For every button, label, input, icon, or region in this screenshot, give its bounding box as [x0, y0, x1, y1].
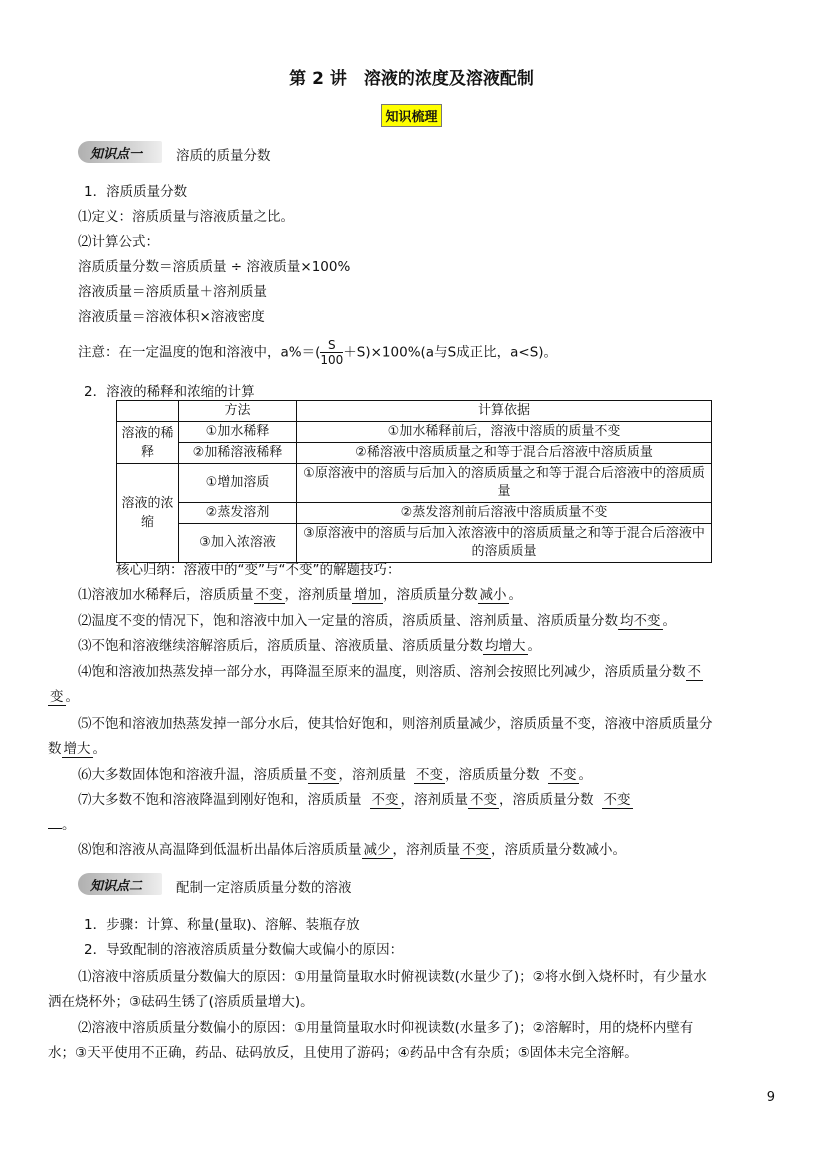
- rule-4-cont: [48, 685, 79, 706]
- rule-text: ⑶不饱和溶液继续溶解溶质后，溶质质量、溶液质量、溶质质量分数: [78, 638, 483, 654]
- table-cell-method: ②蒸发溶剂: [179, 503, 297, 524]
- reasons-heading: 2．导致配制的溶液溶质质量分数偏大或偏小的原因：: [84, 942, 404, 958]
- knowledge-point-badge: 知识点一: [78, 141, 162, 163]
- rule-text: 数: [48, 741, 62, 757]
- table-group-concentrate: 溶液的浓缩: [117, 464, 179, 563]
- rule-text: 。: [662, 613, 676, 629]
- rule-7-cont: [48, 813, 76, 833]
- table-cell-basis: ②稀溶液中溶质质量之和等于混合后溶液中溶质质量: [297, 443, 712, 464]
- table-cell-basis: ③原溶液中的溶质与后加入浓溶液中的溶质质量之和等于混合后溶液中的溶质质量: [297, 524, 712, 563]
- rule-2: [78, 609, 676, 630]
- rule-8: [78, 838, 626, 859]
- rule-6: [78, 763, 592, 784]
- definition-line: ⑴定义：溶质质量与溶液质量之比。: [78, 209, 294, 225]
- answer-blank: 减少: [363, 842, 391, 858]
- rule-text: ，溶质质量分数减小。: [491, 842, 626, 858]
- table-row: [117, 503, 712, 524]
- rule-text: ⑹大多数固体饱和溶液升温，溶质质量: [78, 767, 308, 783]
- table-cell-method: ②加稀溶液稀释: [179, 443, 297, 464]
- rule-5: ⑸不饱和溶液加热蒸发掉一部分水后，使其恰好饱和，则溶剂质量减少，溶质质量不变，溶液中溶质质量分: [78, 716, 713, 732]
- table-row: [117, 464, 712, 503]
- rule-text: 。: [527, 638, 541, 654]
- heading-dilution: 2．溶液的稀释和浓缩的计算: [84, 384, 255, 400]
- formula-heading: ⑵计算公式：: [78, 234, 159, 250]
- rule-text: 。: [508, 587, 522, 603]
- rule-3: [78, 634, 541, 655]
- table-row: [117, 422, 712, 443]
- table-cell-method: ①增加溶质: [179, 464, 297, 503]
- formula-line-2: 溶液质量＝溶质质量＋溶剂质量: [78, 284, 267, 300]
- formula-line-3: 溶液质量＝溶液体积×溶液密度: [78, 309, 265, 325]
- note-symbol: a%＝(: [280, 344, 321, 361]
- reason-low-line-1: ⑵溶液中溶质质量分数偏小的原因：①用量筒量取水时仰视读数(水量多了)；②溶解时，用的烧杯内壁有: [78, 1020, 694, 1036]
- rule-text: ，溶质质量分数: [499, 792, 594, 808]
- note-line: [78, 338, 557, 367]
- formula-line-1: 溶质质量分数＝溶质质量 ÷ 溶液质量×100%: [78, 259, 351, 275]
- knowledge-point-label: 配制一定溶质质量分数的溶液: [176, 880, 352, 896]
- table-header-method: 方法: [179, 401, 297, 422]
- rule-text: ，溶质质量分数: [383, 587, 478, 603]
- heading-mass-fraction: 1．溶质质量分数: [84, 184, 188, 200]
- answer-blank: 变: [50, 689, 64, 705]
- knowledge-point-label: 溶质的质量分数: [176, 148, 271, 164]
- table-header-row: [117, 401, 712, 422]
- page-number: 9: [766, 1090, 775, 1105]
- reason-low-line-2: 水；③天平使用不正确，药品、砝码放反，且使用了游码；④药品中含有杂质；⑤固体未完全溶解。: [48, 1045, 638, 1061]
- rule-text: ，溶剂质量: [338, 767, 406, 783]
- table-cell-basis: ②蒸发溶剂前后溶液中溶质质量不变: [297, 503, 712, 524]
- reason-high-line-1: ⑴溶液中溶质质量分数偏大的原因：①用量筒量取水时俯视读数(水量少了)；②将水倒入烧杯时，有少量水: [78, 969, 707, 985]
- answer-blank: 不变: [416, 767, 443, 783]
- table-cell-method: ①加水稀释: [179, 422, 297, 443]
- table-cell-basis: ①原溶液中的溶质与后加入的溶质质量之和等于混合后溶液中的溶质质量: [297, 464, 712, 503]
- answer-blank: 不变: [309, 767, 337, 783]
- answer-blank: 不: [687, 664, 701, 680]
- table-header-basis: 计算依据: [297, 401, 712, 422]
- rule-7: [78, 788, 633, 809]
- table-cell-method: ③加入浓溶液: [179, 524, 297, 563]
- fraction-denominator: 100: [320, 353, 344, 367]
- answer-blank: 均增大: [485, 638, 526, 654]
- rule-text: ⑻饱和溶液从高温降到低温析出晶体后溶质质量: [78, 842, 362, 858]
- note-tail: ＋S)×100%(a与S成正比，a<S)。: [343, 344, 558, 361]
- section-heading-wrap: [0, 104, 823, 127]
- rule-text: 。: [578, 767, 592, 783]
- rule-text: ⑵温度不变的情况下，饱和溶液中加入一定量的溶质，溶质质量、溶剂质量、溶质质量分数: [78, 613, 618, 629]
- reason-high-line-2: 洒在烧杯外；③砝码生锈了(溶质质量增大)。: [48, 994, 314, 1010]
- table-row: [117, 443, 712, 464]
- answer-blank: 均不变: [620, 613, 661, 629]
- note-text: 注意：在一定温度的饱和溶液中，: [78, 344, 281, 361]
- answer-blank: 不变: [470, 792, 497, 808]
- answer-blank: 不变: [603, 792, 631, 808]
- answer-blank: 增加: [354, 587, 381, 603]
- rule-text: 。: [92, 741, 106, 757]
- fraction-numerator: S: [320, 338, 343, 353]
- rule-text: ，溶剂质量: [400, 792, 468, 808]
- answer-blank: 不变: [462, 842, 489, 858]
- page-title: 第 2 讲 溶液的浓度及溶液配制: [289, 69, 534, 89]
- answer-blank: 不变: [255, 587, 283, 603]
- rule-text: ，溶剂质量: [284, 587, 352, 603]
- table-header-empty: [117, 401, 179, 422]
- rule-text: ⑴溶液加水稀释后，溶质质量: [78, 587, 254, 603]
- rule-text: 。: [62, 817, 76, 833]
- rule-5-cont: [48, 737, 106, 758]
- fraction: [320, 338, 343, 367]
- core-summary: 核心归纳：溶液中的“变”与“不变”的解题技巧：: [116, 562, 401, 578]
- answer-blank-tail: [48, 828, 62, 829]
- answer-blank: 减小: [479, 587, 507, 603]
- answer-blank: 不变: [371, 792, 399, 808]
- rule-text: 。: [65, 689, 79, 705]
- rule-text: ⑷饱和溶液加热蒸发掉一部分水，再降温至原来的温度，则溶质、溶剂会按照比列减少，溶质质量分数: [78, 664, 686, 680]
- rule-1: [78, 583, 522, 604]
- dilution-table: [116, 400, 712, 563]
- table-group-dilute: 溶液的稀释: [117, 422, 179, 464]
- section-heading: 知识梳理: [381, 104, 441, 127]
- table-row: [117, 524, 712, 563]
- table-cell-basis: ①加水稀释前后，溶液中溶质的质量不变: [297, 422, 712, 443]
- rule-text: ，溶剂质量: [392, 842, 460, 858]
- steps-line: 1．步骤：计算、称量(量取)、溶解、装瓶存放: [84, 917, 360, 933]
- rule-4: [78, 660, 703, 681]
- answer-blank: 增大: [63, 741, 91, 757]
- rule-text: ⑺大多数不饱和溶液降温到刚好饱和，溶质质量: [78, 792, 362, 808]
- knowledge-point-badge: 知识点二: [78, 873, 162, 895]
- answer-blank: 不变: [549, 767, 577, 783]
- rule-text: ，溶质质量分数: [445, 767, 540, 783]
